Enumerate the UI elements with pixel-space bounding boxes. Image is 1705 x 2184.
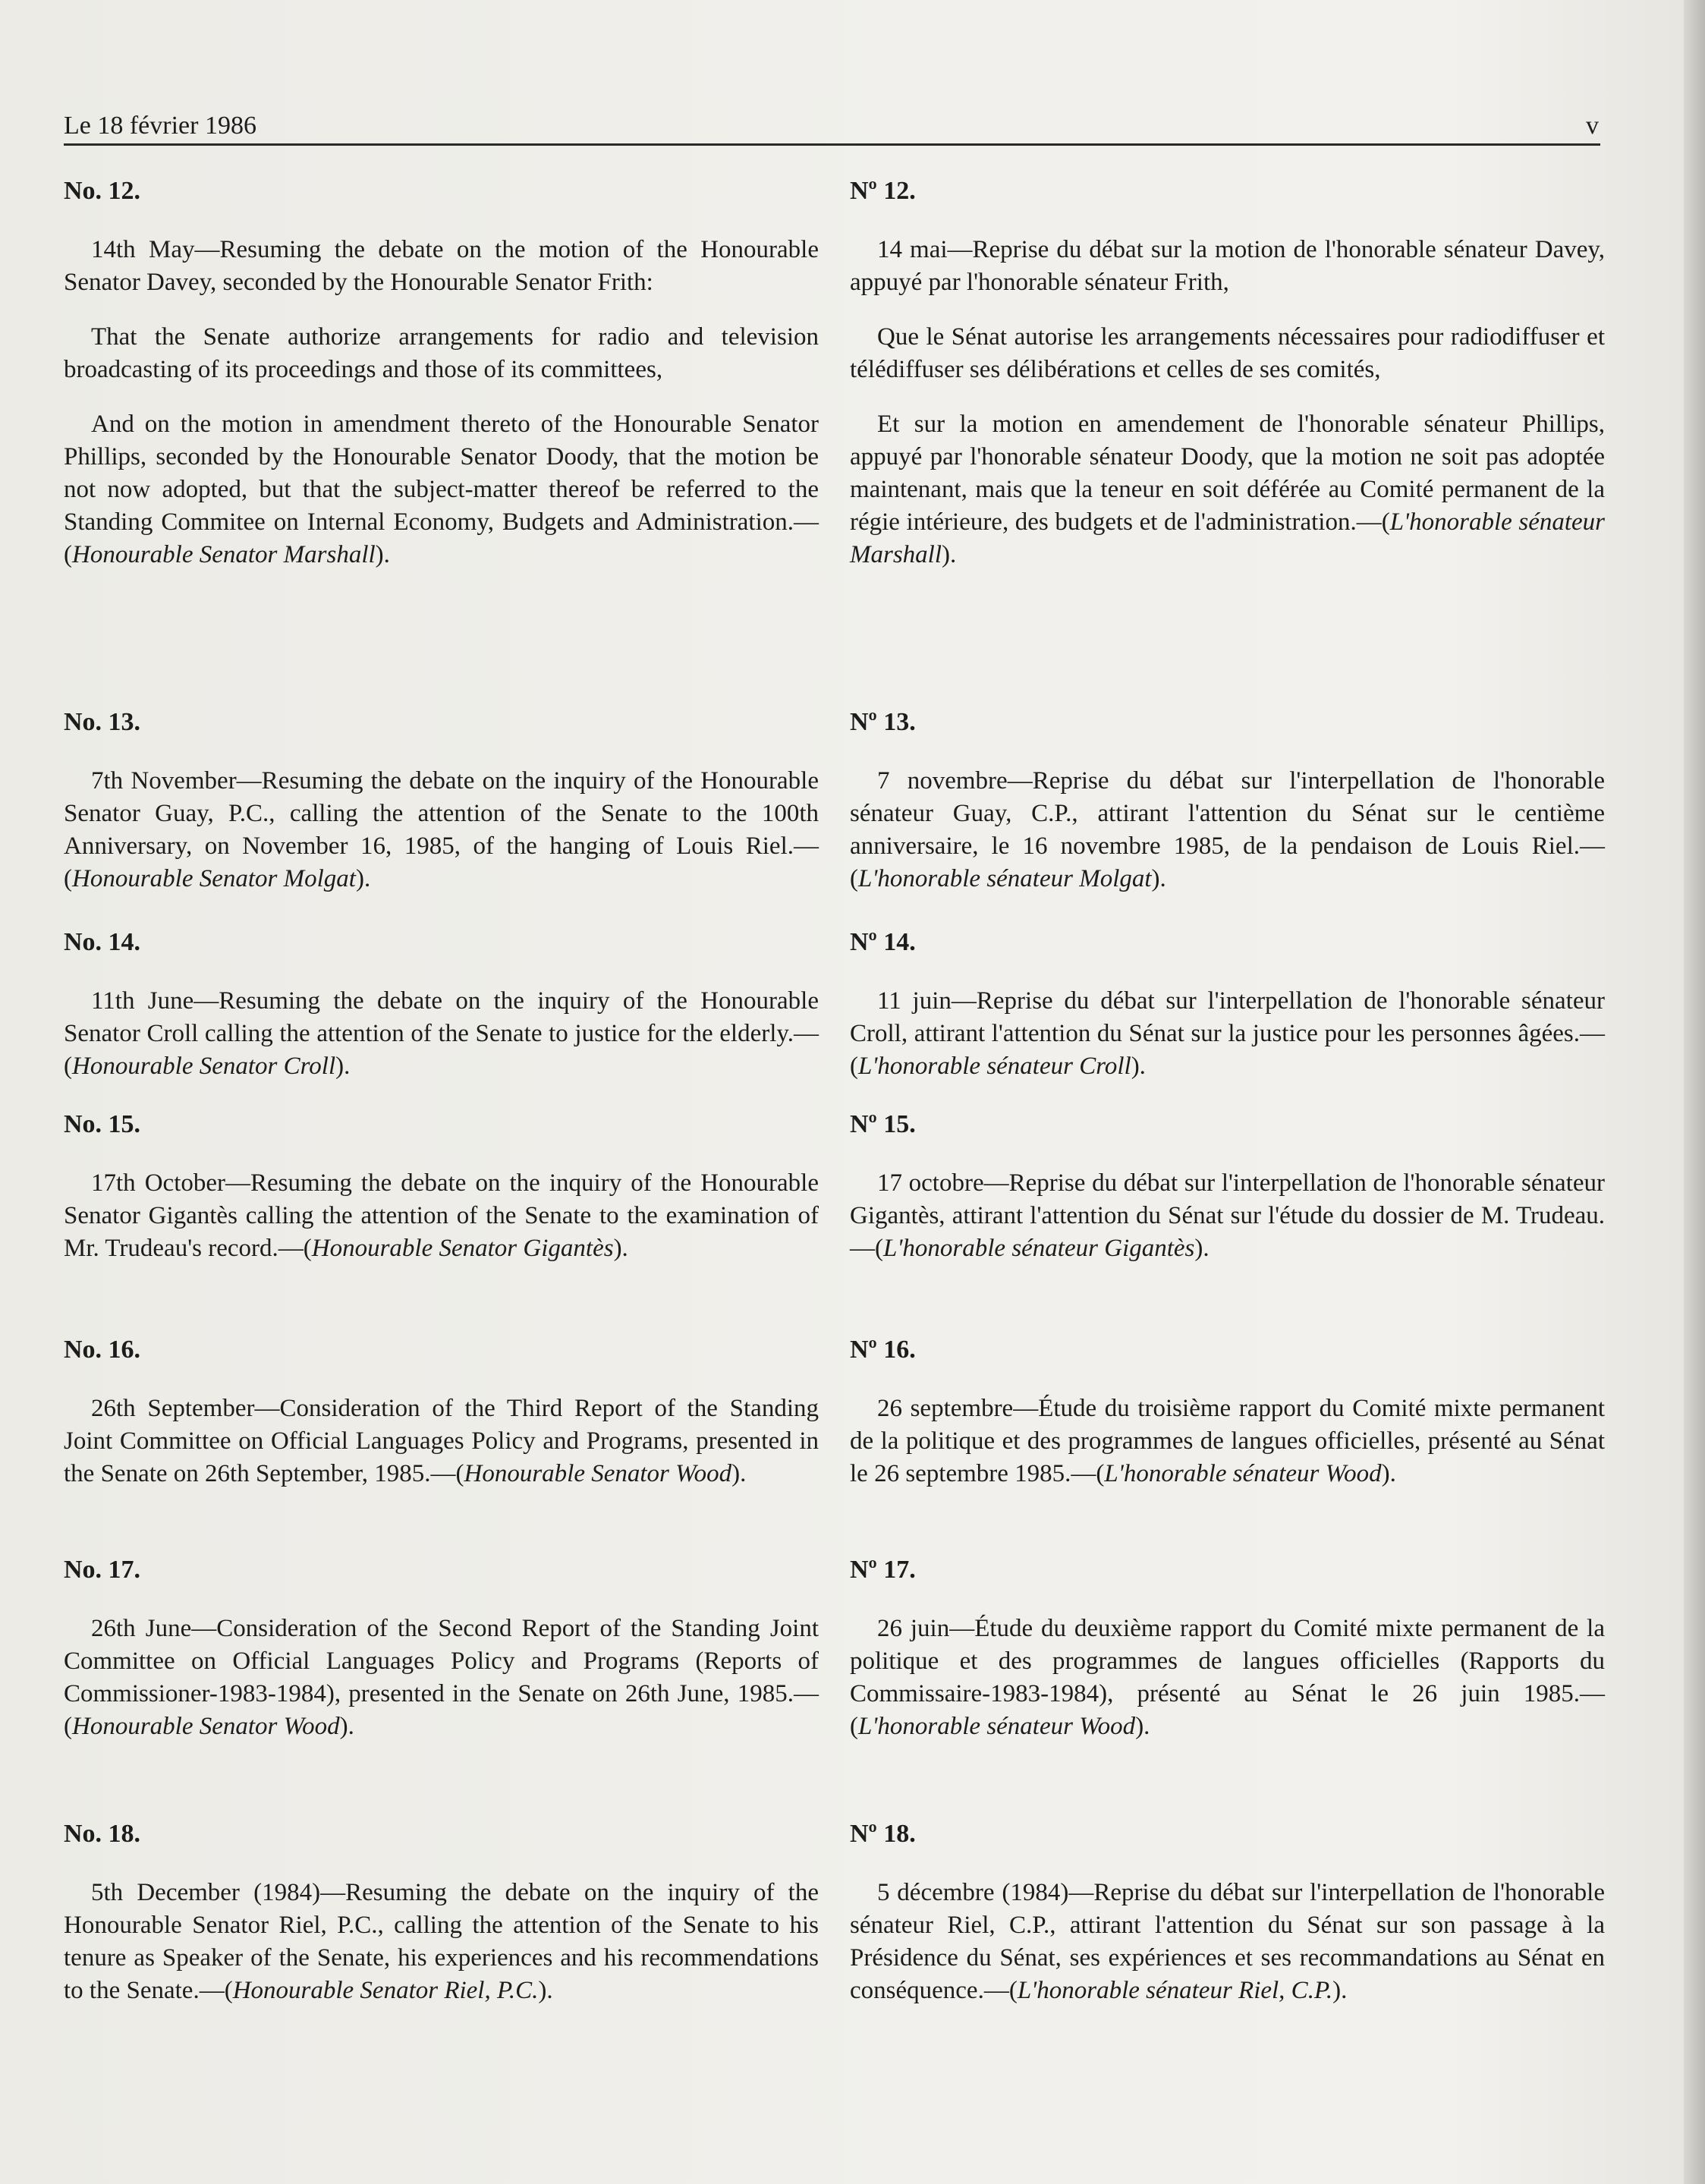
page-header — [64, 109, 1600, 146]
french-paragraph: 14 mai—Reprise du débat sur la motion de l'honorable sénateur Davey, appuyé par l'honorable sénateur Frith, — [850, 236, 1605, 296]
english-attribution: Honourable Senator Marshall — [72, 541, 376, 568]
english-entry-number: No. 13. — [64, 708, 141, 736]
english-entry-body — [64, 1167, 819, 1265]
french-paragraph-final — [850, 765, 1605, 895]
english-paragraph-text: 26th June—Consideration of the Second Report of the Standing Joint Committee on Official Languages Policy and Programs (Reports of Commissioner-1983-1984), presented in the Senate on 26th June, 1985.—( — [64, 1615, 819, 1740]
english-attribution: Honourable Senator Wood — [464, 1460, 732, 1487]
english-closing-punctuation: ). — [335, 1053, 351, 1080]
english-entry — [64, 1108, 819, 1265]
french-paragraph-text: 26 septembre—Étude du troisième rapport du Comité mixte permanent de la politique et des programmes de langues officielles, présenté au Sénat le 26 septembre 1985.—( — [850, 1395, 1605, 1487]
french-attribution: L'honorable sénateur Wood — [858, 1713, 1136, 1740]
english-closing-punctuation: ). — [375, 541, 390, 568]
english-paragraph-text: 7th November—Resuming the debate on the inquiry of the Honourable Senator Guay, P.C., calling the attention of the Senate to the 100th Anniversary, on November 16, 1985, of the hanging of Louis Riel.—( — [64, 767, 819, 892]
french-paragraph-text: 26 juin—Étude du deuxième rapport du Comité mixte permanent de la politique et des programmes de langues officielles (Rapports du Commissaire-1983-1984), présenté au Sénat le 26 juin 1985.—( — [850, 1615, 1605, 1740]
english-entry-body — [64, 985, 819, 1083]
french-paragraph-text: 7 novembre—Reprise du débat sur l'interpellation de l'honorable sénateur Guay, C.P., attirant l'attention du Sénat sur le centième anniversaire, le 16 novembre 1985, de la pendaison de Louis Riel.—( — [850, 767, 1605, 892]
french-entry-number: Nº 13. — [850, 708, 916, 736]
french-entry-number: Nº 14. — [850, 928, 916, 956]
english-entry — [64, 1817, 819, 2007]
english-entry-number: No. 18. — [64, 1820, 141, 1848]
english-entry-number: No. 14. — [64, 928, 141, 956]
english-paragraph-text: 5th December (1984)—Resuming the debate on the inquiry of the Honourable Senator Riel, P.C., calling the attention of the Senate to his tenure as Speaker of the Senate, his experiences and his recommendations to the Senate.—( — [64, 1879, 819, 2004]
french-paragraph-text: 5 décembre (1984)—Reprise du débat sur l'interpellation de l'honorable sénateur Riel, C.P., attirant l'attention du Sénat sur son passage à la Présidence du Sénat, ses expériences et ses recommandations au Sénat en conséquence.—( — [850, 1879, 1605, 2004]
english-paragraph-final — [64, 1393, 819, 1490]
english-paragraph-final — [64, 985, 819, 1083]
english-entry-body — [64, 1877, 819, 2007]
english-paragraph-final — [64, 1167, 819, 1265]
english-entry — [64, 1553, 819, 1743]
french-closing-punctuation: ). — [1151, 865, 1166, 892]
english-paragraph-text: And on the motion in amendment thereto of the Honourable Senator Phillips, seconded by the Honourable Senator Doody, that the motion be not now adopted, but that the subject-matter thereof be referred to the Standing Commitee on Internal Economy, Budgets and Administration.—( — [64, 411, 819, 568]
french-attribution: L'honorable sénateur Gigantès — [883, 1235, 1195, 1262]
french-paragraph-final — [850, 985, 1605, 1083]
english-entry — [64, 706, 819, 895]
french-entry — [850, 1553, 1605, 1743]
english-entry-number: No. 16. — [64, 1336, 141, 1364]
french-paragraph-final — [850, 1167, 1605, 1265]
english-attribution: Honourable Senator Wood — [72, 1713, 340, 1740]
french-entry-body — [850, 234, 1605, 571]
french-entry-body — [850, 1393, 1605, 1490]
english-closing-punctuation: ). — [731, 1460, 747, 1487]
french-attribution: L'honorable sénateur Croll — [858, 1053, 1131, 1080]
english-entry-body — [64, 234, 819, 571]
english-attribution: Honourable Senator Gigantès — [311, 1235, 614, 1262]
english-attribution: Honourable Senator Croll — [72, 1053, 336, 1080]
french-entry-body — [850, 1613, 1605, 1743]
page-edge — [1684, 0, 1705, 2184]
english-paragraph-final — [64, 1877, 819, 2007]
english-paragraph-text: 11th June—Resuming the debate on the inquiry of the Honourable Senator Croll calling the attention of the Senate to justice for the elderly.—( — [64, 987, 819, 1080]
french-entry — [850, 1817, 1605, 2007]
english-entry-number: No. 17. — [64, 1556, 141, 1584]
english-entry — [64, 1333, 819, 1490]
header-page-number: v — [1586, 112, 1599, 140]
french-closing-punctuation: ). — [1135, 1713, 1150, 1740]
french-entry-body — [850, 1877, 1605, 2007]
french-entry-number: Nº 17. — [850, 1556, 916, 1584]
english-paragraph-text: 26th September—Consideration of the Third Report of the Standing Joint Committee on Official Languages Policy and Programs, presented in the Senate on 26th September, 1985.—( — [64, 1395, 819, 1487]
english-entry — [64, 926, 819, 1083]
french-attribution: L'honorable sénateur Marshall — [850, 508, 1605, 568]
english-entry — [64, 175, 819, 571]
header-date: Le 18 février 1986 — [64, 112, 256, 140]
english-paragraph: That the Senate authorize arrangements for radio and television broadcasting of its proceedings and those of its committees, — [64, 323, 819, 383]
french-paragraph-text: 11 juin—Reprise du débat sur l'interpellation de l'honorable sénateur Croll, attirant l'attention du Sénat sur la justice pour les personnes âgées.—( — [850, 987, 1605, 1080]
french-entry-number: Nº 15. — [850, 1110, 916, 1138]
french-attribution: L'honorable sénateur Molgat — [858, 865, 1152, 892]
french-paragraph-text: 17 octobre—Reprise du débat sur l'interpellation de l'honorable sénateur Gigantès, attirant l'attention du Sénat sur l'étude du dossier de M. Trudeau.—( — [850, 1169, 1605, 1262]
french-paragraph: Que le Sénat autorise les arrangements nécessaires pour radiodiffuser et télédiffuser ses délibérations et celles de ses comités, — [850, 323, 1605, 383]
english-paragraph: 14th May—Resuming the debate on the motion of the Honourable Senator Davey, seconded by the Honourable Senator Frith: — [64, 236, 819, 296]
english-attribution: Honourable Senator Molgat — [72, 865, 356, 892]
french-paragraph-final — [850, 1393, 1605, 1490]
french-entry-body — [850, 1167, 1605, 1265]
english-closing-punctuation: ). — [538, 1977, 553, 2004]
french-closing-punctuation: ). — [1381, 1460, 1396, 1487]
french-closing-punctuation: ). — [1332, 1977, 1348, 2004]
french-entry-body — [850, 985, 1605, 1083]
french-entry — [850, 175, 1605, 571]
french-entry — [850, 1333, 1605, 1490]
french-paragraph-final — [850, 408, 1605, 571]
english-closing-punctuation: ). — [613, 1235, 628, 1262]
french-entry-body — [850, 765, 1605, 895]
french-entry — [850, 706, 1605, 895]
french-paragraph-final — [850, 1613, 1605, 1743]
english-entry-number: No. 12. — [64, 177, 141, 205]
french-entry-number: Nº 12. — [850, 177, 916, 205]
english-entry-body — [64, 1393, 819, 1490]
french-entry — [850, 926, 1605, 1083]
french-paragraph-text: Et sur la motion en amendement de l'honorable sénateur Phillips, appuyé par l'honorable sénateur Doody, que la motion ne soit pas adoptée maintenant, mais que la teneur en soit déférée au Comité permanent de la régie intérieure, des budgets et de l'administration.—( — [850, 411, 1605, 536]
english-paragraph-final — [64, 408, 819, 571]
english-attribution: Honourable Senator Riel, P.C. — [232, 1977, 539, 2004]
french-entry-number: Nº 18. — [850, 1820, 916, 1848]
french-closing-punctuation: ). — [1131, 1053, 1146, 1080]
french-closing-punctuation: ). — [1194, 1235, 1210, 1262]
french-paragraph-final — [850, 1877, 1605, 2007]
english-entry-number: No. 15. — [64, 1110, 141, 1138]
english-entry-body — [64, 765, 819, 895]
english-closing-punctuation: ). — [355, 865, 371, 892]
french-entry-number: Nº 16. — [850, 1336, 916, 1364]
english-paragraph-final — [64, 1613, 819, 1743]
french-attribution: L'honorable sénateur Riel, C.P. — [1017, 1977, 1333, 2004]
english-paragraph-text: 17th October—Resuming the debate on the inquiry of the Honourable Senator Gigantès calling the attention of the Senate to the examination of Mr. Trudeau's record.—( — [64, 1169, 819, 1262]
french-attribution: L'honorable sénateur Wood — [1104, 1460, 1382, 1487]
french-closing-punctuation: ). — [942, 541, 957, 568]
english-entry-body — [64, 1613, 819, 1743]
english-paragraph-final — [64, 765, 819, 895]
english-closing-punctuation: ). — [339, 1713, 354, 1740]
french-entry — [850, 1108, 1605, 1265]
